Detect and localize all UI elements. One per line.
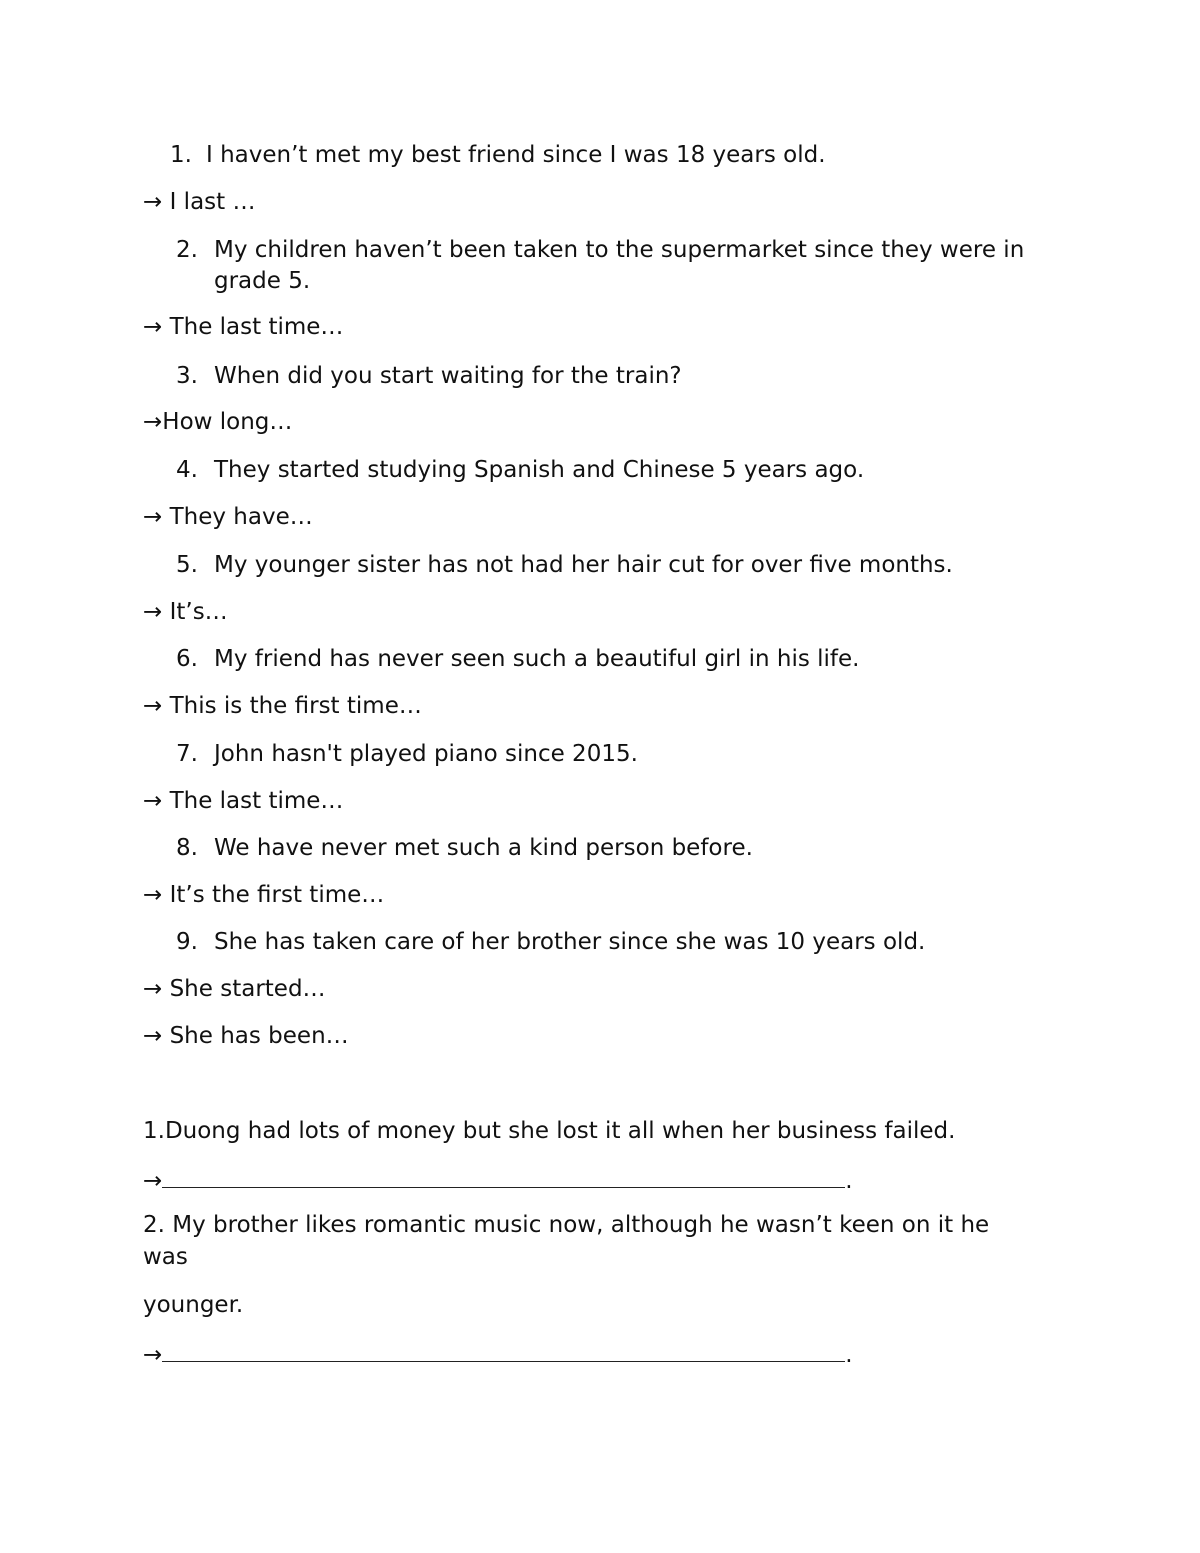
answer-prompt-8: → It’s the first time… [143,882,385,908]
question-text: My younger sister has not had her hair cut for over five months. [214,552,953,578]
arrow-icon: → [143,1342,163,1368]
question-number: 4. [176,457,198,483]
question-9 [176,926,925,958]
question-5 [176,549,953,581]
question-2-continuation: grade 5. [214,268,311,294]
question-number: 2. [176,237,198,263]
question-3 [176,360,682,392]
question-number: 8. [176,835,198,861]
question-text: They started studying Spanish and Chinese 5 years ago. [214,457,865,483]
rewrite-question-2-continuation-2: younger. [143,1292,244,1318]
answer-prompt-3: →How long… [143,409,293,435]
answer-prompt-6: → This is the first time… [143,693,422,719]
answer-prompt-9a: → She started… [143,976,326,1002]
answer-prompt-2: → The last time… [143,314,344,340]
answer-blank[interactable] [162,1339,845,1362]
question-number: 5. [176,552,198,578]
rewrite-answer-line-2 [143,1339,853,1371]
question-text: I haven’t met my best friend since I was 18 years old. [206,142,826,168]
question-text: My friend has never seen such a beautiful girl in his life. [214,646,860,672]
question-text: When did you start waiting for the train? [214,363,682,389]
question-number: 3. [176,363,198,389]
answer-blank[interactable] [162,1165,845,1188]
answer-prompt-4: → They have… [143,504,313,530]
answer-prompt-9b: → She has been… [143,1023,349,1049]
answer-prompt-1: → I last … [143,189,256,215]
rewrite-answer-line-1 [143,1165,853,1197]
answer-prompt-7: → The last time… [143,788,344,814]
question-number: 1. [170,142,192,168]
rewrite-question-2: 2. My brother likes romantic music now, although he wasn’t keen on it he [143,1212,990,1238]
period: . [845,1342,853,1368]
question-number: 7. [176,741,198,767]
question-text: We have never met such a kind person before. [214,835,753,861]
period: . [845,1168,853,1194]
question-1 [170,139,826,171]
question-text: She has taken care of her brother since she was 10 years old. [214,929,926,955]
question-number: 6. [176,646,198,672]
question-4 [176,454,864,486]
question-7 [176,738,638,770]
rewrite-question-1: 1.Duong had lots of money but she lost it all when her business failed. [143,1118,956,1144]
question-number: 9. [176,929,198,955]
question-2 [176,234,1024,266]
question-text: John hasn't played piano since 2015. [214,741,638,767]
question-6 [176,643,859,675]
arrow-icon: → [143,1168,163,1194]
question-8 [176,832,753,864]
question-text: My children haven’t been taken to the supermarket since they were in [214,237,1025,263]
rewrite-question-2-continuation: was [143,1244,188,1270]
answer-prompt-5: → It’s… [143,599,228,625]
